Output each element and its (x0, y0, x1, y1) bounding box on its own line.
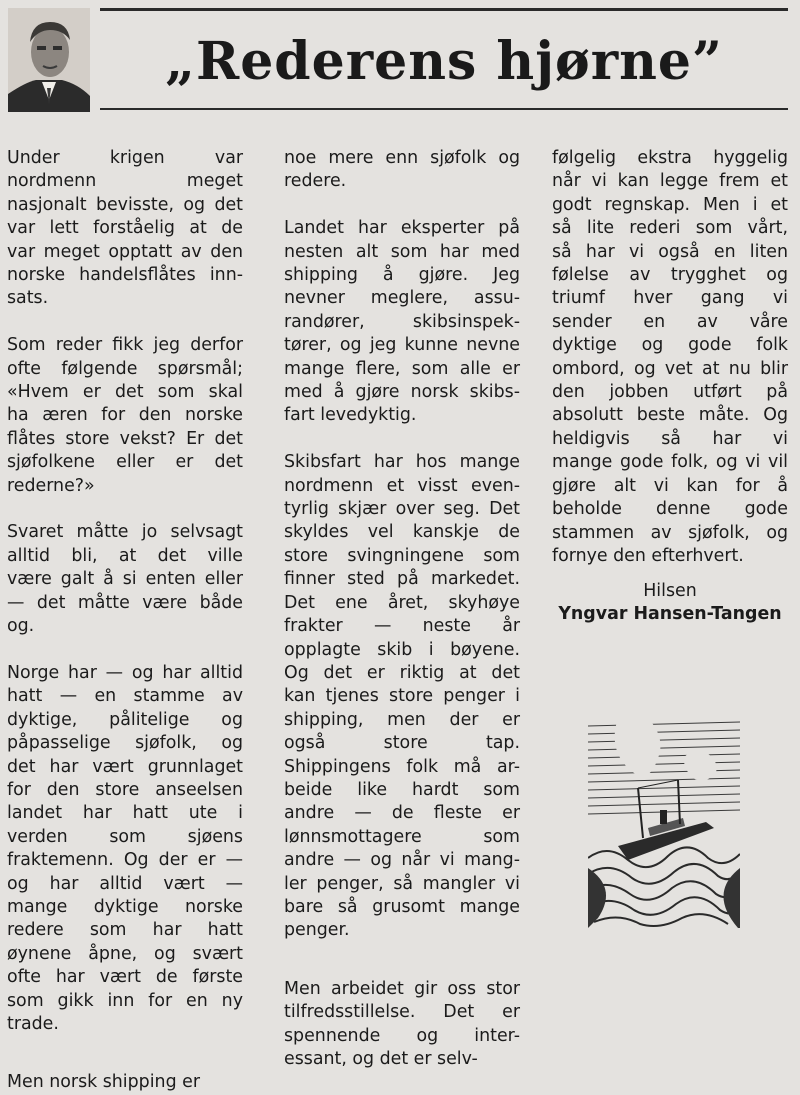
text-line: var meget opptatt av den (7, 241, 243, 262)
text-line: shipping å gjøre. Jeg (284, 265, 520, 286)
text-line: redere som har hatt (7, 920, 243, 941)
text-line: beholde denne gode (552, 499, 788, 520)
text-line: absolutt beste måte. Og (552, 405, 788, 426)
author-portrait (8, 8, 90, 112)
text-line: landet har hatt ute i (7, 803, 243, 824)
paragraph-gap (7, 311, 243, 334)
text-line: så har vi også en liten (552, 241, 788, 262)
text-line: store svingningene som (284, 545, 520, 566)
column-1 (7, 147, 243, 1095)
text-line: med å gjøre norsk skibs- (284, 382, 520, 403)
text-line: nevner meglere, assu- (284, 288, 520, 309)
text-line: Under krigen var (7, 148, 243, 168)
text-line: tilfredsstillelse. Det er (284, 1002, 520, 1023)
text-line: sender en av våre (552, 311, 788, 332)
text-line: norske handelsflåtes inn- (7, 265, 243, 286)
text-line: mange dyktige norske (7, 896, 243, 917)
text-line: ha æren for den norske (7, 405, 243, 426)
text-line: for den store anseelsen (7, 779, 243, 800)
text-line: spennende og inter- (284, 1025, 520, 1046)
text-line: verden som sjøens (7, 826, 243, 847)
text-line: rederne?» (7, 475, 95, 496)
text-line: den jobben utført på (552, 382, 788, 403)
text-line: heldigvis så har vi (552, 428, 788, 449)
text-line: trade. (7, 1013, 59, 1034)
text-line: og. (7, 616, 35, 637)
text-line: noe mere enn sjøfolk og (284, 148, 520, 168)
text-line: sats. (7, 288, 49, 309)
text-line: dyktige, pålitelige og (7, 709, 243, 730)
text-line: andre — de fleste er (284, 803, 520, 824)
paragraph-gap (7, 498, 243, 521)
text-line: når vi kan legge frem et (552, 171, 788, 192)
text-line: essant, og det er selv- (284, 1049, 478, 1069)
text-line: fart levedyktig. (284, 405, 417, 426)
column-2 (284, 147, 520, 1071)
paragraph-gap (284, 194, 520, 217)
text-line: Landet har eksperter på (284, 218, 520, 239)
text-line: nordmenn meget (7, 171, 243, 192)
text-line: nesten alt som har med (284, 241, 520, 262)
paragraph-gap (284, 943, 520, 978)
text-line: andre — og når vi mang- (284, 850, 520, 871)
text-line: hatt — en stamme av (7, 686, 243, 707)
text-line: tører, og jeg kunne nevne (284, 335, 520, 356)
header-rule-top (100, 8, 788, 11)
text-line: gjøre alt vi kan for å (552, 475, 788, 496)
text-line: dyktige og gode folk (552, 335, 788, 356)
text-line: følgelig ekstra hyggelig (552, 148, 788, 168)
text-line: beide like hardt som (284, 779, 520, 800)
text-line: stammen av sjøfolk, og (552, 522, 788, 543)
text-line: tyrlig skjær over seg. Det (284, 499, 520, 520)
text-line: skyldes vel kanskje de (284, 522, 520, 543)
text-line: Shippingens folk må ar- (284, 756, 520, 777)
text-line: ofte har vært de første (7, 967, 243, 988)
text-line: det har vært grunnlaget (7, 756, 243, 777)
text-line: fornye den efterhvert. (552, 545, 744, 566)
ship-illustration (588, 718, 740, 928)
signoff-greeting: Hilsen (643, 581, 697, 601)
text-line: opplagte skib i bøyene. (284, 639, 520, 660)
text-line: være galt å si enten eller (7, 569, 243, 590)
text-line: bare så grusomt mange (284, 896, 520, 917)
text-line: og har alltid vært — (7, 873, 243, 894)
text-line: redere. (284, 171, 347, 192)
text-line: også store tap. (284, 733, 520, 754)
text-line: finner sted på markedet. (284, 569, 520, 590)
signoff (552, 580, 788, 627)
text-line: som gikk inn for en ny (7, 990, 243, 1011)
text-line: så lite rederi som vårt, (552, 218, 788, 239)
signoff-name: Yngvar Hansen-Tangen (558, 604, 782, 625)
text-line: følelse av trygghet og (552, 265, 788, 286)
text-line: Men norsk shipping er (7, 1072, 200, 1093)
text-line: ombord, og vet at nu blir (552, 358, 788, 379)
text-line: shipping, men der er (284, 709, 520, 730)
text-line: kan tjenes store penger i (284, 686, 520, 707)
text-line: fraktemenn. Og der er — (7, 850, 243, 871)
text-line: ofte følgende spørsmål; (7, 358, 243, 379)
text-line: alltid bli, at det ville (7, 545, 243, 566)
text-line: øynene åpne, og svært (7, 943, 243, 964)
text-line: var lett forståelig at de (7, 218, 243, 239)
header-rule-bottom (100, 108, 788, 110)
paragraph-gap (7, 1036, 243, 1071)
text-line: påpasselige sjøfolk, og (7, 733, 243, 754)
text-line: sjøfolkene eller er det (7, 452, 243, 473)
text-line: Og det er riktig at det (284, 662, 520, 683)
text-line: flåtes store vekst? Er det (7, 428, 243, 449)
text-line: frakter — neste år (284, 616, 520, 637)
text-line: — det måtte være både (7, 592, 243, 613)
column-3 (552, 147, 788, 568)
paragraph-gap (284, 428, 520, 451)
text-line: nasjonalt bevisste, og det (7, 194, 243, 215)
text-line: Svaret måtte jo selvsagt (7, 522, 243, 543)
text-line: Skibsfart har hos mange (284, 452, 520, 473)
text-line: triumf hver gang vi (552, 288, 788, 309)
article-title: „Rederens hjørne” (165, 30, 723, 92)
text-line: lønnsmottagere som (284, 826, 520, 847)
text-line: «Hvem er det som skal (7, 382, 243, 403)
text-line: Norge har — og har alltid (7, 662, 243, 683)
text-line: mange gode folk, og vi vil (552, 452, 788, 473)
text-line: randører, skibsinspek- (284, 311, 520, 332)
text-line: Det ene året, skyhøye (284, 592, 520, 613)
text-line: ler penger, så mangler vi (284, 873, 520, 894)
text-line: penger. (284, 920, 350, 941)
text-line: Men arbeidet gir oss stor (284, 978, 520, 999)
paragraph-gap (7, 639, 243, 662)
text-line: nordmenn et visst even- (284, 475, 520, 496)
text-line: godt regnskap. Men i et (552, 194, 788, 215)
text-line: Som reder fikk jeg derfor (7, 335, 243, 356)
text-line: mange flere, som alle er (284, 358, 520, 379)
